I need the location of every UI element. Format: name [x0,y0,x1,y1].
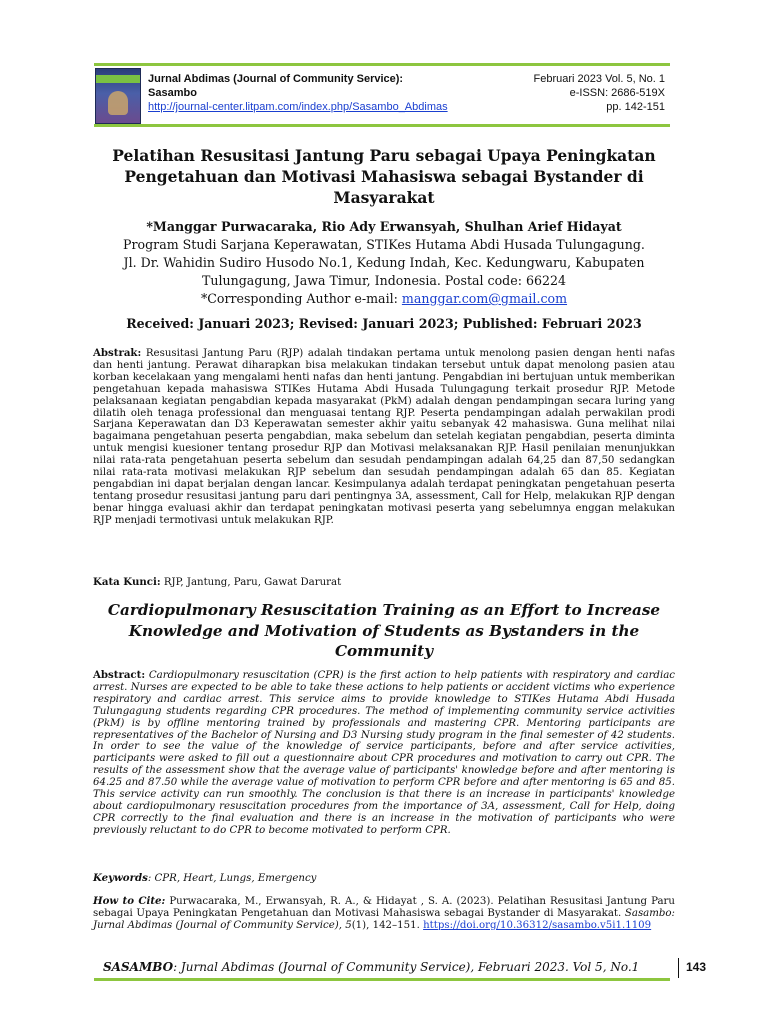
publication-dates: Received: Januari 2023; Revised: Januari 2023; Published: Februari 2023 [126,316,642,331]
header-bottom-rule [94,124,670,127]
corresponding-author [90,290,678,308]
abstract-en-text: Cardiopulmonary resuscitation (CPR) is the first action to help patients with respiratory and cardiac arrest. Nurses are expected to be able to take these actions to help patients or accident victims who experience respiratory and cardiac arrest. This service aims to provide knowledge to STIKes Hutama Abdi Husada Tulungagung students regarding CPR procedures. The method of implementing community service activities (PkM) is by offline mentoring trained by professionals and mastering CPR. Mentoring participants are representatives of the Bachelor of Nursing and D3 Nursing study program in the final semester of 42 students. In order to see the value of the knowledge of service participants, before and after service activities, participants were asked to fill out a questionnaire about CPR procedures and motivation to carry out CPR. The results of the assessment show that the average value of participants' knowledge before and after mentoring is 64.25 and 87.50 while the average value of motivation to perform CPR before and after mentoring is 65 and 85. This service activity can run smoothly. The conclusion is that there is an increase in participants' knowledge about cardiopulmonary resuscitation procedures from the importance of 3A, assessment, Call for Help, doing CPR correctly to the final evaluation and there is an increase in the motivation of participants who were previously reluctant to do CPR to become motivated to perform CPR. [93,670,675,836]
paper-title: Pelatihan Resusitasi Jantung Paru sebagai Upaya Peningkatan Pengetahuan dan Motivasi Mahasiswa sebagai Bystander di Masyarakat [112,146,656,207]
page-number: 143 [686,960,707,974]
english-title: Cardiopulmonary Resuscitation Training as an Effort to Increase Knowledge and Motivation of Students as Bystanders in the Community [107,601,661,660]
corresponding-label: *Corresponding Author e-mail: [200,291,398,306]
doi-link[interactable]: https://doi.org/10.36312/sasambo.v5i1.1109 [423,919,652,931]
kw-id-text: RJP, Jantung, Paru, Gawat Darurat [163,577,342,588]
logo-figure [108,91,128,115]
abstract-indonesian [93,348,675,527]
cite-label: How to Cite: [93,895,166,907]
abstract-id-text: Resusitasi Jantung Paru (RJP) adalah tindakan pertama untuk menolong pasien dengan henti nafas dan henti jantung. Perawat diharapkan bisa melakukan tindakan tersebut untuk dapat menolong pasien atau korban kecelakaan yang mengalami henti nafas dan henti jantung. Pengabdian ini bertujuan untuk memberikan pengetahuan kepada mahasiswa STIKes Hutama Abdi Husada Tulungagung terkait prosedur RJP. Metode pelaksanaan kegiatan pengabdian kepada masyarakat (PkM) adalah dengan pendampingan secara luring yang dilatih oleh tenaga professional dan menguasai tentang RJP. Peserta pendampingan adalah perwakilan prodi Sarjana Keperawatan dan D3 Keperawatan semester akhir yaitu sebanyak 42 mahasiswa. Guna melihat nilai bagaimana pengetahuan peserta pengabdian, maka sebelum dan setelah kegiatan pengabdian, peserta diminta untuk mengisi kuesioner tentang prosedur RJP dan Motivasi melaksanakan RJP. Hasil penilaian menunjukkan nilai rata-rata pengetahuan peserta sebelum dan sesudah pendampingan adalah 64,25 dan 87,50 sedangkan nilai rata-rata motivasi melakukan RJP sebelum dan sesudah pendampingan adalah 65 dan 85. Kegiatan pengabdian ini dapat berjalan dengan lancar. Kesimpulanya adalah terdapat peningkatan pengetahuan peserta tentang prosedur resusitasi jantung paru dari pentingnya 3A, assessment, Call for Help, melakukan RJP dengan benar hingga evaluasi akhir dan terdapat peningkatan motivasi peserta yang sebelumnya enggan melakukan RJP menjadi termotivasi untuk melakukan RJP. [93,348,675,526]
issue-info [534,72,665,114]
keywords-indonesian [93,577,675,589]
footer-journal-rest: : Jurnal Abdimas (Journal of Community Service), Februari 2023. Vol 5, No.1 [173,960,640,974]
kw-en-text: : CPR, Heart, Lungs, Emergency [147,873,317,884]
footer-rule [94,978,670,981]
logo-band [96,75,140,83]
issue-date: Februari 2023 Vol. 5, No. 1 [533,73,665,85]
issn: e-ISSN: 2686-519X [569,87,665,99]
cite-journal: Sasambo: Jurnal Abdimas (Journal of Community Service), 5 [93,907,675,931]
author-names: *Manggar Purwacaraka, Rio Ady Erwansyah, Shulhan Arief Hidayat [146,219,622,234]
footer-separator [678,958,679,978]
journal-url-link[interactable]: http://journal-center.litpam.com/index.php/Sasambo_Abdimas [148,101,448,113]
keywords-english [93,873,675,885]
abstract-id-label: Abstrak: [93,347,142,359]
header-top-rule [94,63,670,66]
page-footer [90,958,707,978]
author-email-link[interactable]: manggar.com@gmail.com [401,291,568,306]
page-range: pp. 142-151 [606,101,665,113]
kw-en-label: Keywords [93,872,148,884]
footer-journal-bold: SASAMBO [103,960,174,974]
abstract-en-label: Abstract: [93,669,146,681]
journal-info [148,72,448,114]
journal-cover-logo [95,68,141,124]
how-to-cite [93,896,675,932]
kw-id-label: Kata Kunci: [93,576,161,588]
cite-text-b: (1), 142–151. [351,919,420,931]
affiliation-2: Jl. Dr. Wahidin Sudiro Husodo No.1, Kedung Indah, Kec. Kedungwaru, Kabupaten Tulungagung, Jawa Timur, Indonesia. Postal code: 66224 [123,255,645,288]
cite-text-a: Purwacaraka, M., Erwansyah, R. A., & Hidayat , S. A. (2023). Pelatihan Resusitasi Jantung Paru sebagai Upaya Peningkatan Pengetahuan dan Motivasi Mahasiswa sebagai Bystander di Masyarakat. [93,896,675,919]
author-block [90,218,678,308]
affiliation-1: Program Studi Sarjana Keperawatan, STIKes Hutama Abdi Husada Tulungagung. [123,237,645,252]
abstract-english [93,670,675,837]
journal-name: Jurnal Abdimas (Journal of Community Service): [148,73,404,85]
footer-journal [103,960,639,974]
journal-subname: Sasambo [148,87,197,99]
